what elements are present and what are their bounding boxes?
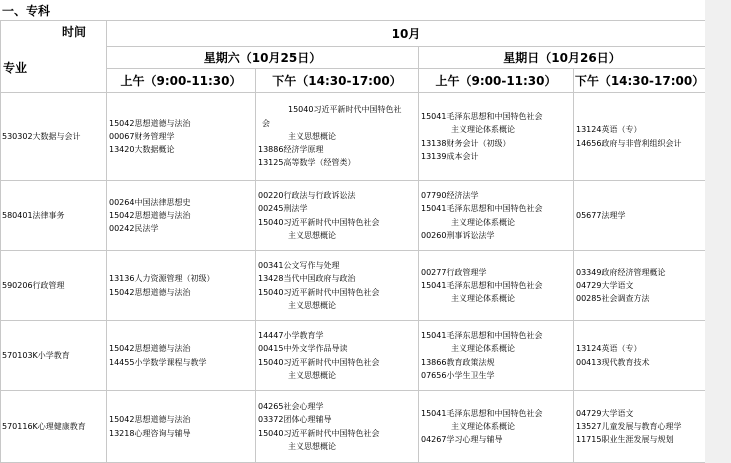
section-title: 一、专科 [2, 4, 51, 18]
course-line: 00220行政法与行政诉讼法 [258, 191, 356, 201]
course-line: 主义思想概论 [288, 441, 336, 451]
exam-cell-sat-pm [256, 251, 419, 321]
course-line: 11715职业生涯发展与规划 [576, 435, 674, 445]
exam-cell-sat-am [107, 391, 256, 463]
course-line: 07790经济法学 [421, 191, 479, 201]
exam-cell-sun-pm [574, 93, 706, 181]
exam-cell-sun-am [419, 93, 574, 181]
table-row [1, 93, 706, 181]
course-line: 04265社会心理学 [258, 402, 324, 412]
course-line: 14447小学教育学 [258, 331, 324, 341]
course-line: 05677法理学 [576, 210, 626, 220]
course-line: 13428当代中国政府与政治 [258, 274, 356, 284]
course-line: 主义理论体系概论 [451, 125, 515, 135]
vertical-scrollbar[interactable] [705, 0, 731, 463]
exam-cell-sun-pm [574, 181, 706, 251]
course-line: 15042思想道德与法治 [109, 118, 191, 128]
course-line: 04729大学语文 [576, 280, 634, 290]
day-header-saturday: 星期六（10月25日） [107, 47, 419, 69]
slot-header-sat-am: 上午（9:00-11:30） [107, 69, 256, 93]
course-line: 15042思想道德与法治 [109, 415, 191, 425]
course-line: 15042思想道德与法治 [109, 287, 191, 297]
course-line: 13866教育政策法规 [421, 357, 495, 367]
major-cell: 570103K小学教育 [1, 321, 107, 391]
course-line: 15041毛泽东思想和中国特色社会 [421, 112, 543, 122]
exam-cell-sat-pm [256, 181, 419, 251]
course-line: 主义理论体系概论 [451, 217, 515, 227]
course-line: 15040习近平新时代中国特色社会 [258, 428, 380, 438]
course-line: 15040习近平新时代中国特色社 [288, 105, 402, 115]
course-line: 15040习近平新时代中国特色社会 [258, 287, 380, 297]
course-line: 00264中国法律思想史 [109, 197, 191, 207]
course-line: 15041毛泽东思想和中国特色社会 [421, 280, 543, 290]
day-header-sunday: 星期日（10月26日） [419, 47, 706, 69]
course-line: 13527儿童发展与教育心理学 [576, 421, 682, 431]
exam-cell-sat-pm [256, 391, 419, 463]
course-line: 00277行政管理学 [421, 267, 487, 277]
exam-cell-sun-pm [574, 251, 706, 321]
course-line: 00067财务管理学 [109, 131, 175, 141]
table-row [1, 321, 706, 391]
course-line: 03372团体心理辅导 [258, 415, 332, 425]
course-line: 13886经济学原理 [258, 145, 324, 155]
table-row [1, 181, 706, 251]
slot-header-sat-pm: 下午（14:30-17:00） [256, 69, 419, 93]
table-row [1, 391, 706, 463]
course-line: 13420大数据概论 [109, 145, 175, 155]
course-line: 主义思想概论 [288, 131, 336, 141]
course-line: 00260刑事诉讼法学 [421, 230, 495, 240]
time-label: 时间 [61, 25, 86, 39]
exam-cell-sun-am [419, 391, 574, 463]
course-line: 13138财务会计（初级） [421, 138, 511, 148]
course-line: 07656小学生卫生学 [421, 370, 495, 380]
course-line: 15041毛泽东思想和中国特色社会 [421, 204, 543, 214]
table-row [1, 251, 706, 321]
exam-cell-sun-am [419, 321, 574, 391]
course-line: 15042思想道德与法治 [109, 210, 191, 220]
course-line: 04729大学语文 [576, 408, 634, 418]
exam-cell-sat-am [107, 93, 256, 181]
course-line: 主义理论体系概论 [451, 421, 515, 431]
exam-cell-sat-pm [256, 93, 419, 181]
course-line: 00245刑法学 [258, 204, 308, 214]
exam-cell-sun-pm [574, 321, 706, 391]
exam-cell-sat-am [107, 251, 256, 321]
course-line: 13139成本会计 [421, 151, 479, 161]
course-line: 13136人力资源管理（初级） [109, 274, 215, 284]
course-line: 15040习近平新时代中国特色社会 [258, 357, 380, 367]
course-line: 03349政府经济管理概论 [576, 267, 666, 277]
course-line: 00242民法学 [109, 224, 159, 234]
course-line: 00341公文写作与处理 [258, 261, 340, 271]
corner-header-cell [1, 21, 107, 93]
exam-cell-sat-am [107, 181, 256, 251]
major-cell: 580401法律事务 [1, 181, 107, 251]
course-line: 主义理论体系概论 [451, 294, 515, 304]
course-line: 00415中外文学作品导读 [258, 344, 348, 354]
course-line: 00285社会调查方法 [576, 294, 650, 304]
course-line: 15041毛泽东思想和中国特色社会 [421, 408, 543, 418]
major-label: 专业 [3, 61, 28, 75]
course-line: 04267学习心理与辅导 [421, 435, 503, 445]
course-line: 00413现代教育技术 [576, 357, 650, 367]
exam-cell-sun-am [419, 251, 574, 321]
exam-schedule-table [0, 20, 706, 463]
course-line: 主义思想概论 [288, 300, 336, 310]
course-line: 14455小学数学课程与教学 [109, 357, 207, 367]
course-line: 15041毛泽东思想和中国特色社会 [421, 331, 543, 341]
exam-cell-sat-pm [256, 321, 419, 391]
major-cell: 570116K心理健康教育 [1, 391, 107, 463]
slot-header-sun-pm: 下午（14:30-17:00） [574, 69, 706, 93]
course-line: 15042思想道德与法治 [109, 344, 191, 354]
month-header: 10月 [107, 21, 706, 47]
course-line: 13218心理咨询与辅导 [109, 428, 191, 438]
exam-cell-sat-am [107, 321, 256, 391]
course-line: 主义思想概论 [288, 230, 336, 240]
course-line: 15040习近平新时代中国特色社会 [258, 217, 380, 227]
course-line: 会 [262, 118, 270, 128]
exam-cell-sun-pm [574, 391, 706, 463]
major-cell: 530302大数据与会计 [1, 93, 107, 181]
course-line: 13124英语（专） [576, 125, 642, 135]
course-line: 13124英语（专） [576, 344, 642, 354]
course-line: 14656政府与非营利组织会计 [576, 138, 682, 148]
major-cell: 590206行政管理 [1, 251, 107, 321]
course-line: 13125高等数学（经管类） [258, 158, 356, 168]
course-line: 主义理论体系概论 [451, 344, 515, 354]
exam-cell-sun-am [419, 181, 574, 251]
course-line: 主义思想概论 [288, 370, 336, 380]
slot-header-sun-am: 上午（9:00-11:30） [419, 69, 574, 93]
